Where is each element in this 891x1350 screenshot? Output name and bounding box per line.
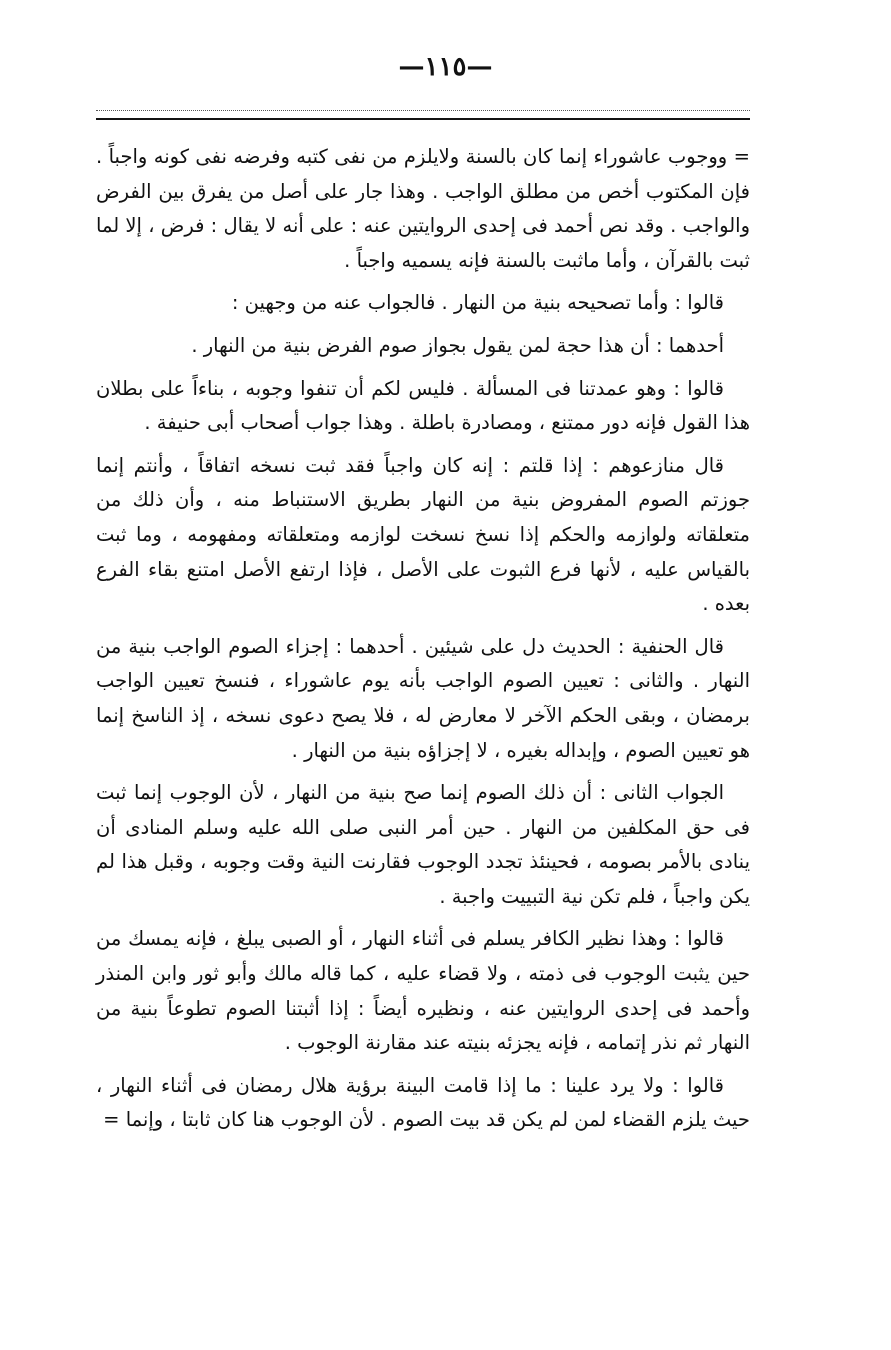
body-text <box>96 140 750 1146</box>
paragraph-8: قالوا : وهذا نظير الكافر يسلم فى أثناء النهار ، أو الصبى يبلغ ، فإنه يمسك من حين يثبت الوجوب فى ذمته ، ولا قضاء عليه ، كما قاله مالك وأبو ثور وابن المنذر وأحمد فى إحدى الروايتين عنه ، ونظيره أيضاً : إذا أثبتنا الصوم تطوعاً بنية من النهار ثم نذر إتمامه ، فإنه يجزئه بنيته عند مقارنة الوجوب . <box>96 927 750 1055</box>
paragraph-4: قالوا : وهو عمدتنا فى المسألة . فليس لكم أن تنفوا وجوبه ، بناءاً على بطلان هذا القول فإنه دور ممتنع ، ومصادرة باطلة . وهذا جواب أصحاب أبى حنيفة . <box>96 376 750 435</box>
header-rule-solid <box>96 118 750 120</box>
paragraph-7: الجواب الثانى : أن ذلك الصوم إنما صح بنية من النهار ، لأن الوجوب إنما ثبت فى حق المكلفين من النهار . حين أمر النبى صلى الله عليه وسلم المنادى أن ينادى بالأمر بصومه ، فحينئذ تجدد الوجوب فقارنت النية وقت وجوبه ، وقبل هذا لم يكن واجباً ، فلم تكن نية التبييت واجبة . <box>96 781 750 908</box>
paragraph-9: قالوا : ولا يرد علينا : ما إذا قامت البينة برؤية هلال رمضان فى أثناء النهار ، حيث يلزم القضاء لمن لم يكن قد بيت الصوم . لأن الوجوب هنا كان ثابتا ، وإنما = <box>96 1073 750 1132</box>
page-number: —١١٥— <box>398 52 493 82</box>
paragraph-2: قالوا : وأما تصحيحه بنية من النهار . فالجواب عنه من وجهين : <box>231 291 724 315</box>
paragraph-3: أحدهما : أن هذا حجة لمن يقول بجواز صوم الفرض بنية من النهار . <box>191 333 724 357</box>
paragraph-1: = ووجوب عاشوراء إنما كان بالسنة ولايلزم من نفى كتبه وفرضه نفى كونه واجباً . فإن المكتوب أخص من مطلق الواجب . وهذا جار على أصل من يفرق بين الفرض والواجب . وقد نص أحمد فى إحدى الروايتين عنه : على أنه لا يقال : فرض ، إلا لما ثبت بالقرآن ، وأما ماثبت بالسنة فإنه يسميه واجباً . <box>96 145 750 272</box>
paragraph-6: قال الحنفية : الحديث دل على شيئين . أحدهما : إجزاء الصوم الواجب بنية من النهار . والثانى : تعيين الصوم الواجب بأنه يوم عاشوراء ، فنسخ تعيين الواجب برمضان ، وبقى الحكم الآخر لا معارض له ، فلا يصح دعوى نسخه ، إذ الناسخ إنما هو تعيين الصوم ، وإبداله بغيره ، لا إجزاؤه بنية من النهار . <box>96 634 750 762</box>
paragraph-5: قال منازعوهم : إذا قلتم : إنه كان واجباً فقد ثبت نسخه اتفاقاً ، وأنتم إنما جوزتم الصوم المفروض بنية من النهار بطريق الاستنباط منه ، وأن ذلك من متعلقاته ولوازمه والحكم إذا نسخ نسخت لوازمه ومتعلقاته ومفهومه ، وما ثبت بالقياس عليه ، لأنها فرع الثبوت على الأصل ، فإذا ارتفع الأصل امتنع بقاء الفرع بعده . <box>96 453 750 616</box>
header-rule-dotted <box>96 110 750 111</box>
